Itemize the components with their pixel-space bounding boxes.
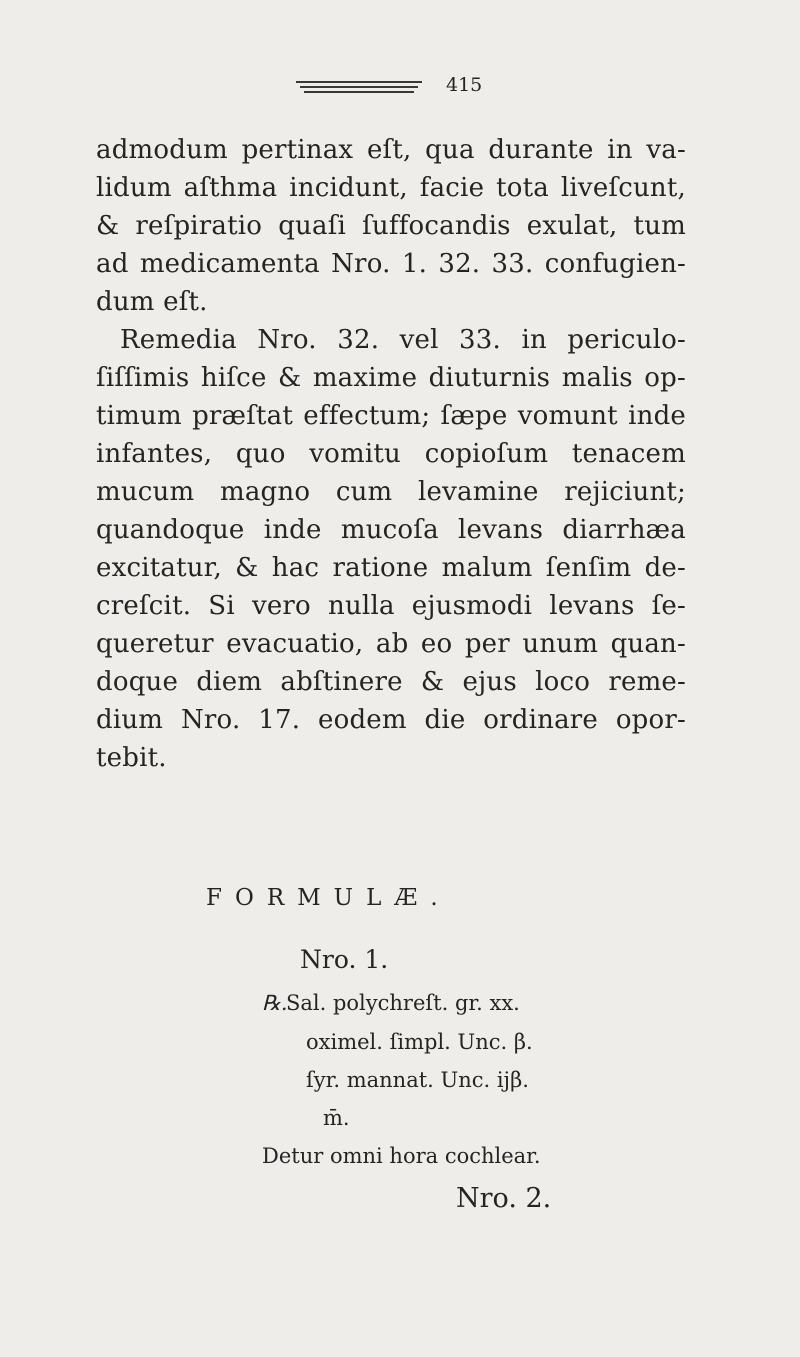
formulae-heading: FORMULÆ. [206, 885, 451, 911]
header-rule [304, 91, 414, 93]
recipe-line: Sal. polychreſt. gr. xx. [286, 991, 520, 1015]
text-line: infantes, quo vomitu copioſum tenacem [96, 439, 686, 469]
text-line: mucum magno cum levamine rejiciunt; [96, 477, 686, 507]
text-line: timum præſtat effectum; ſæpe vomunt inde [96, 401, 686, 431]
text-line: queretur evacuatio, ab eo per unum quan- [96, 629, 686, 659]
recipe-line: oximel. ſimpl. Unc. β. [306, 1030, 533, 1054]
formula-number: Nro. 1. [300, 945, 389, 974]
recipe-line: Detur omni hora cochlear. [262, 1144, 541, 1168]
text-line: dum eſt. [96, 287, 208, 317]
text-line: quandoque inde mucoſa levans diarrhæa [96, 515, 686, 545]
text-line: admodum pertinax eſt, qua durante in va- [96, 135, 686, 165]
text-line: & reſpiratio quaſi ſuffocandis exulat, tum [96, 211, 686, 241]
text-line: excitatur, & hac ratione malum ſenſim de- [96, 553, 686, 583]
text-line: doque diem abſtinere & ejus loco reme- [96, 667, 686, 697]
header-rule [296, 81, 422, 83]
header-rule [300, 86, 418, 88]
text-line: tebit. [96, 743, 167, 773]
body-paragraphs [96, 131, 686, 777]
text-line: lidum aſthma incidunt, facie tota liveſcunt, [96, 173, 686, 203]
text-line: Remedia Nro. 32. vel 33. in periculo- [120, 325, 686, 355]
text-line: ſiſſimis hiſce & maxime diuturnis malis op- [96, 363, 686, 393]
text-line: ad medicamenta Nro. 1. 32. 33. confugien- [96, 249, 686, 279]
recipe-line: ſyr. mannat. Unc. ijβ. [306, 1068, 529, 1092]
text-line: dium Nro. 17. eodem die ordinare opor- [96, 705, 686, 735]
page-number: 415 [446, 74, 483, 96]
recipe-line: m̄. [323, 1106, 350, 1130]
next-formula-number: Nro. 2. [456, 1183, 552, 1214]
text-line: creſcit. Si vero nulla ejusmodi levans ſe- [96, 591, 686, 621]
recipe-symbol: ℞. [262, 991, 288, 1015]
